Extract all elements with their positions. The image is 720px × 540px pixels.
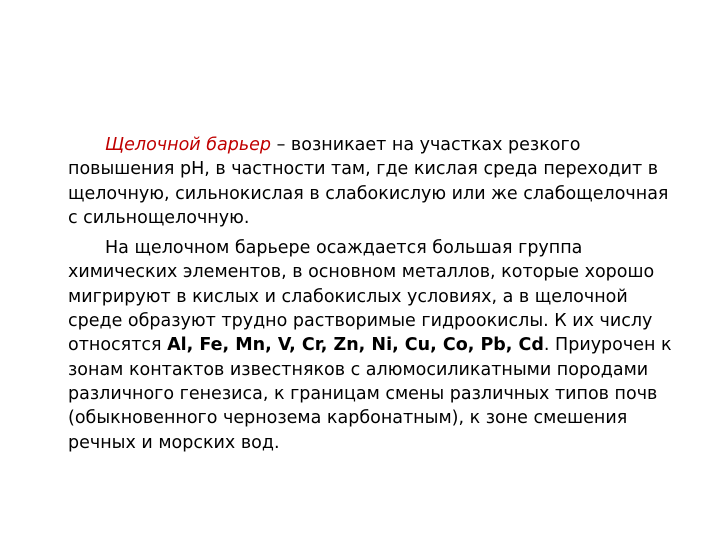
definition-text: – возникает на участках резкого повышения рН, в частности там, где кислая среда переходит в щелочную, сильнокислая в слабокислую или же слабощелочная с сильнощелочную. (68, 135, 669, 228)
paragraph-precipitation (68, 236, 680, 455)
precipitation-text: На щелочном барьере осаждается большая группа химических элементов, в основном металлов, которые хорошо мигрируют в кислых и слабокислых условиях, а в щелочной среде образуют трудно растворимые гидроокислы. К их числу относятся (68, 238, 655, 356)
location-text: . Приурочен к зонам контактов известняков с алюмосиликатными породами различного генезиса, к границам смены различных типов почв (обыкновенного чернозема карбонатным), к зоне смешения речных и морских вод. (68, 335, 672, 453)
paragraph-alkaline-barrier-definition (68, 133, 680, 230)
term-alkaline-barrier: Щелочной барьер (105, 135, 272, 155)
slide-text-body (68, 133, 680, 455)
chemical-elements-list: Al, Fe, Mn, V, Cr, Zn, Ni, Cu, Co, Pb, Cd (167, 335, 544, 356)
